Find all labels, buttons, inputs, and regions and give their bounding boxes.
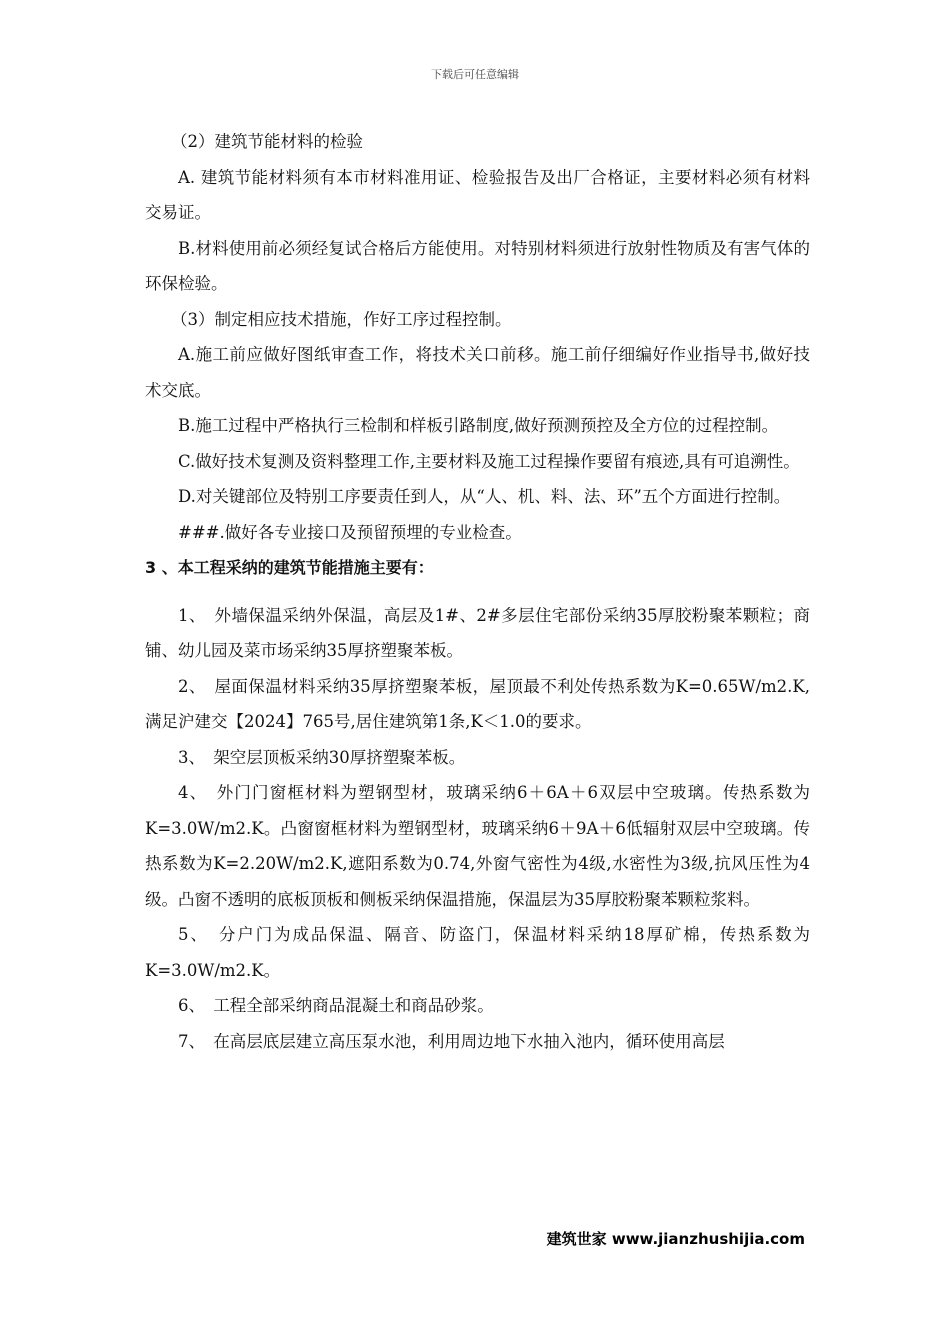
paragraph: A. 建筑节能材料须有本市材料准用证、检验报告及出厂合格证，主要材料必须有材料交易证。 [145,167,810,222]
section-heading: 3 、本工程采纳的建筑节能措施主要有： [145,558,434,577]
page-footer-watermark: 建筑世家 www.jianzhushijia.com [546,1230,805,1248]
list-item: 5、 分户门为成品保温、隔音、防盗门，保温材料采纳18厚矿棉，传热系数为K=3.0W/m2.K。 [145,925,810,980]
list-item: 2、 屋面保温材料采纳35厚挤塑聚苯板，屋顶最不利处传热系数为K=0.65W/m2.K,满足沪建交【2024】765号,居住建筑第1条,K＜1.0的要求。 [145,676,810,731]
paragraph: ###.做好各专业接口及预留预埋的专业检查。 [178,522,522,542]
paragraph: B.施工过程中严格执行三检制和样板引路制度,做好预测预控及全方位的过程控制。 [178,416,779,435]
document-body [145,124,810,1059]
paragraph: C.做好技术复测及资料整理工作,主要材料及施工过程操作要留有痕迹,具有可追溯性。 [178,451,800,471]
page-header: 下载后可任意编辑 [431,68,519,81]
list-item: 1、 外墙保温采纳外保温，高层及1#、2#多层住宅部份采纳35厚胶粉聚苯颗粒；商铺、幼儿园及菜市场采纳35厚挤塑聚苯板。 [145,605,810,660]
paragraph: （3）制定相应技术措施，作好工序过程控制。 [171,309,512,329]
list-item: 7、 在高层底层建立高压泵水池，利用周边地下水抽入池内，循环使用高层 [178,1031,725,1051]
list-item: 4、 外门门窗框材料为塑钢型材，玻璃采纳6＋6A＋6双层中空玻璃。传热系数为K=3.0W/m2.K。凸窗窗框材料为塑钢型材，玻璃采纳6＋9A＋6低辐射双层中空玻璃。传热系数为K=2.20W/m2.K,遮阳系数为0.74,外窗气密性为4级,水密性为3级,抗风压性为4级。凸窗不透明的底板顶板和侧板采纳保温措施，保温层为35厚胶粉聚苯颗粒浆料。 [145,783,810,909]
paragraph: （2）建筑节能材料的检验 [171,132,363,151]
list-item: 3、 架空层顶板采纳30厚挤塑聚苯板。 [178,747,466,767]
paragraph: B.材料使用前必须经复试合格后方能使用。对特别材料须进行放射性物质及有害气体的环保检验。 [145,238,810,293]
paragraph: D.对关键部位及特别工序要责任到人，从“人、机、料、法、环”五个方面进行控制。 [178,487,791,506]
list-item: 6、 工程全部采纳商品混凝土和商品砂浆。 [178,996,494,1015]
paragraph: A.施工前应做好图纸审查工作，将技术关口前移。施工前仔细编好作业指导书,做好技术交底。 [145,345,810,400]
spacer [145,586,810,598]
